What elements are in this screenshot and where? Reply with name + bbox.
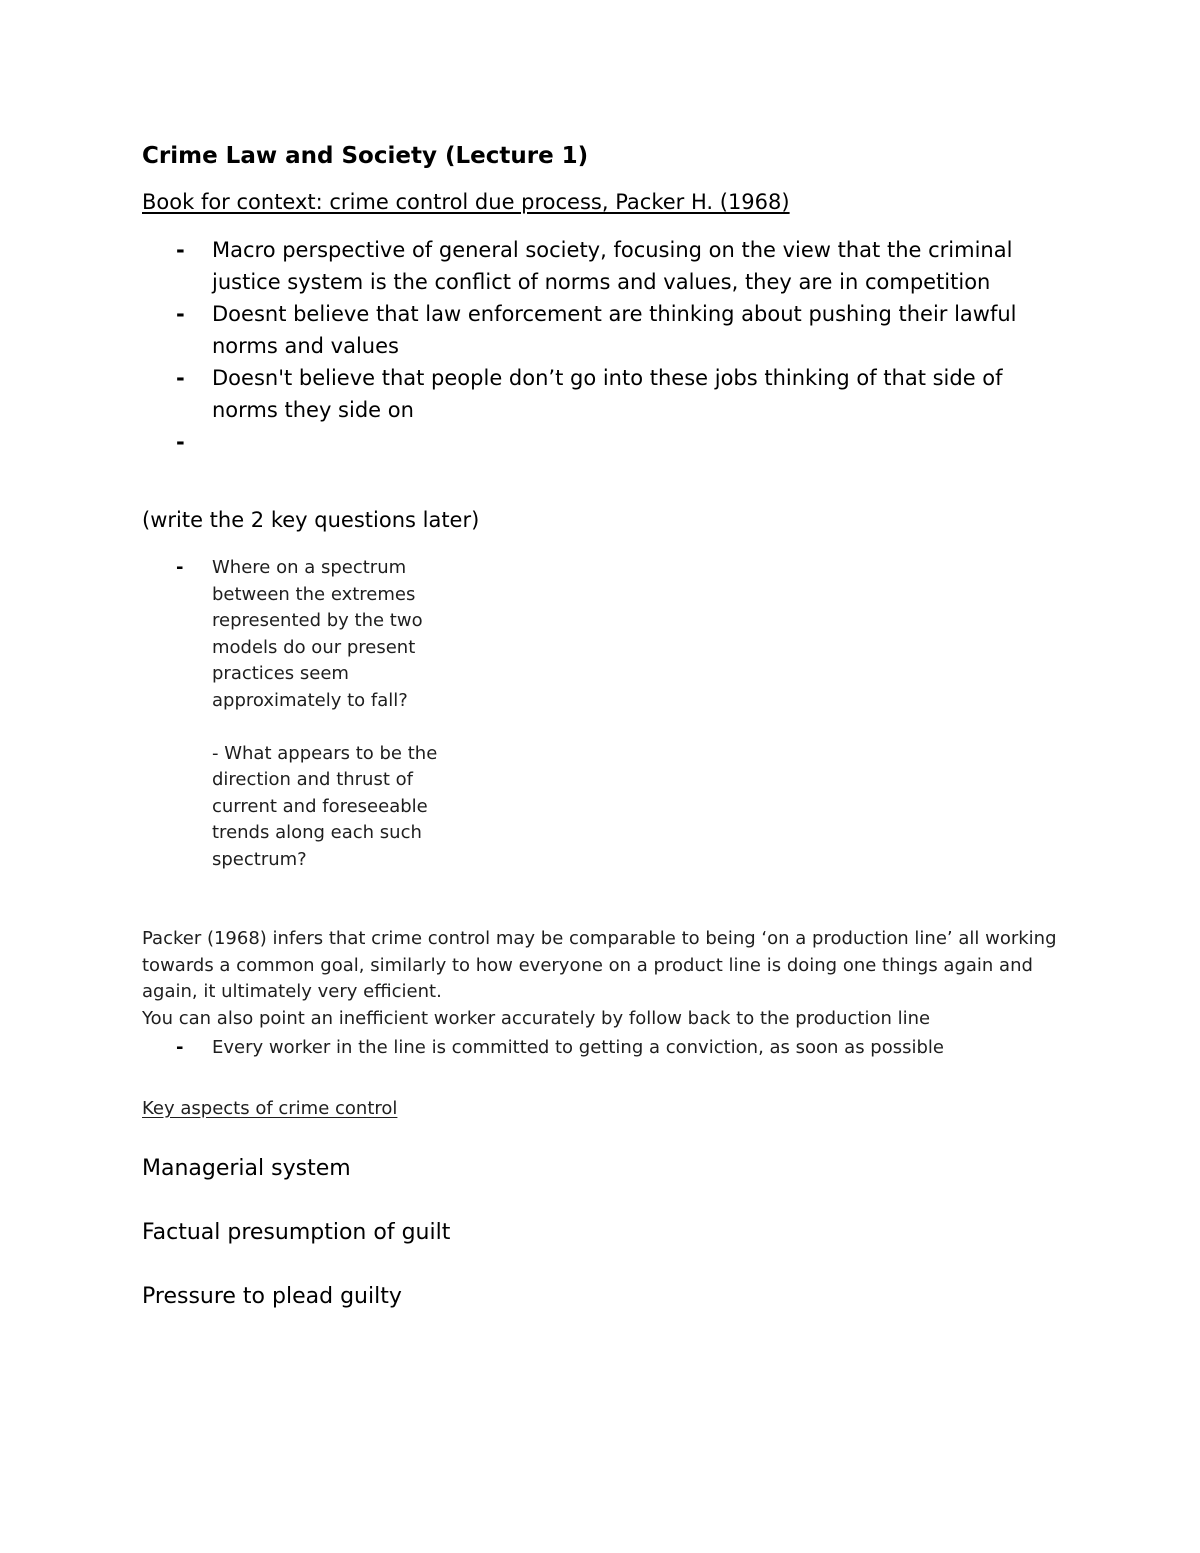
bullet-text: Doesn't believe that people don’t go into these jobs thinking of that side of norms they side on	[212, 366, 1003, 422]
list-item	[142, 555, 437, 873]
aspect-heading: Factual presumption of guilt	[142, 1220, 451, 1245]
main-bullet-list	[142, 234, 1062, 458]
bullet-dash: -	[176, 1037, 184, 1058]
list-item	[142, 1035, 944, 1062]
aspect-heading: Pressure to plead guilty	[142, 1284, 402, 1309]
bullet-dash: -	[176, 238, 185, 262]
list-item	[142, 234, 1062, 298]
bullet-text: Doesnt believe that law enforcement are thinking about pushing their lawful norms and values	[212, 302, 1017, 358]
production-line-paragraph	[142, 926, 1072, 1032]
write-later-note: (write the 2 key questions later)	[142, 508, 480, 532]
document-title: Crime Law and Society (Lecture 1)	[142, 143, 589, 169]
paragraph-line: You can also point an inefficient worker accurately by follow back to the production line	[142, 1007, 931, 1029]
paragraph-line: Packer (1968) infers that crime control may be comparable to being ‘on a production line’ all working towards a common goal, similarly to how everyone on a product line is doing one things again and again, it ultimately very efficient.	[142, 928, 1057, 1002]
book-context: Book for context: crime control due process, Packer H. (1968)	[142, 190, 790, 214]
bullet-dash: -	[176, 557, 184, 578]
key-questions-text: Where on a spectrum between the extremes represented by the two models do our present practices seem approximately to fall? - What appears to be the direction and thrust of current and foreseeable trends along each such spectrum?	[212, 557, 438, 870]
bullet-text: Macro perspective of general society, focusing on the view that the criminal justice system is the conflict of norms and values, they are in competition	[212, 238, 1013, 294]
bullet-dash: -	[176, 430, 185, 454]
key-questions-list	[142, 555, 437, 873]
aspect-heading: Managerial system	[142, 1156, 351, 1181]
key-aspects-label: Key aspects of crime control	[142, 1098, 398, 1119]
bullet-dash: -	[176, 302, 185, 326]
bullet-text: Every worker in the line is committed to getting a conviction, as soon as possible	[212, 1037, 944, 1058]
list-item	[142, 426, 1062, 458]
list-item	[142, 298, 1062, 362]
bullet-dash: -	[176, 366, 185, 390]
list-item	[142, 362, 1062, 426]
worker-bullet-list	[142, 1035, 944, 1062]
